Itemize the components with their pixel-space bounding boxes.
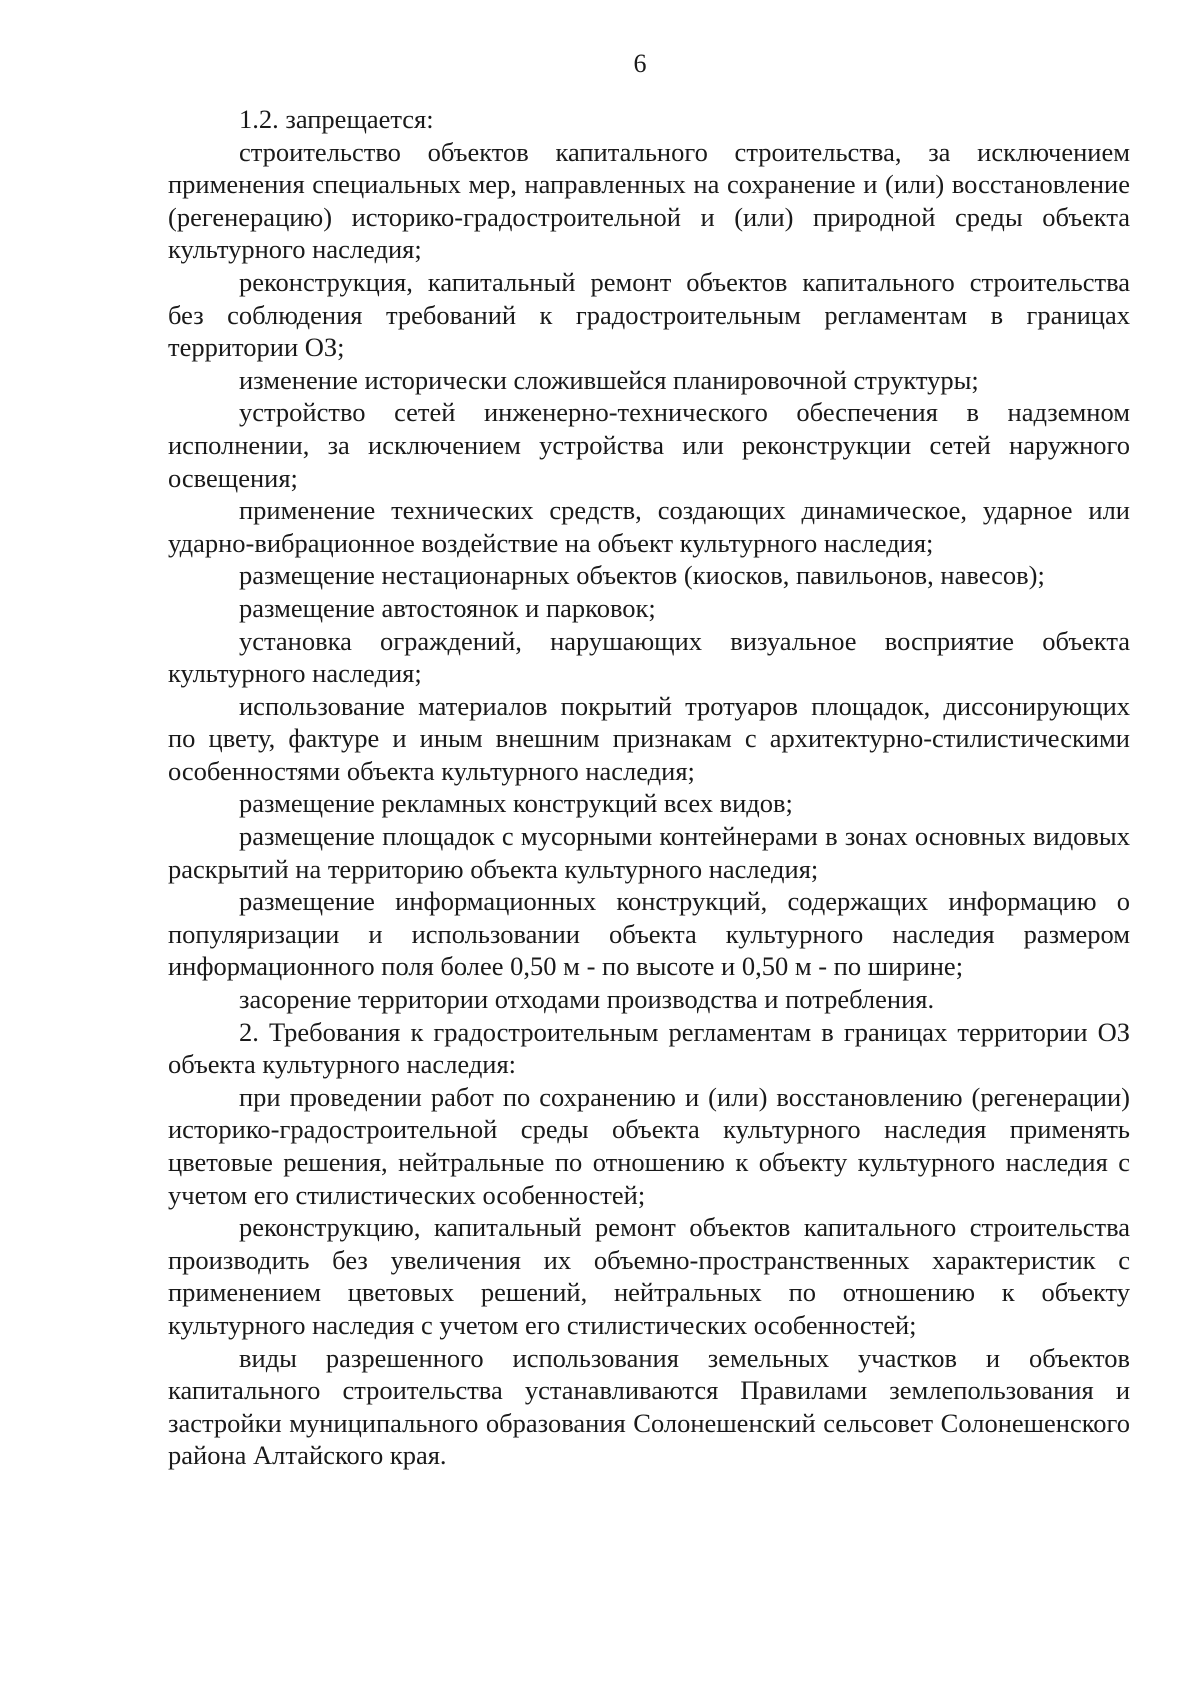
paragraph: реконструкцию, капитальный ремонт объектов капитального строительства производить без увеличения их объемно-пространственных характеристик с применением цветовых решений, нейтральных по отношению к объекту культурного наследия с учетом его стилистических особенностей;: [168, 1212, 1130, 1340]
paragraph: размещение нестационарных объектов (киосков, павильонов, навесов);: [239, 560, 1045, 591]
paragraph: при проведении работ по сохранению и (или) восстановлению (регенерации) историко-градостроительной среды объекта культурного наследия применять цветовые решения, нейтральные по отношению к объекту культурного наследия с учетом его стилистических особенностей;: [168, 1081, 1130, 1210]
paragraph: строительство объектов капитального строительства, за исключением применения специальных мер, направленных на сохранение и (или) восстановление (регенерацию) историко-градостроительной и (или) природной среды объекта культурного наследия;: [168, 136, 1130, 265]
paragraph: устройство сетей инженерно-технического обеспечения в надземном исполнении, за исключением устройства или реконструкции сетей наружного освещения;: [168, 397, 1130, 493]
paragraph: использование материалов покрытий тротуаров площадок, диссонирующих по цвету, фактуре и иным внешним признакам с архитектурно-стилистическими особенностями объекта культурного наследия;: [168, 690, 1130, 786]
section-heading-2: 2. Требования к градостроительным регламентам в границах территории ОЗ объекта культурного наследия:: [168, 1016, 1130, 1080]
paragraph: виды разрешенного использования земельных участков и объектов капитального строительства устанавливаются Правилами землепользования и застройки муниципального образования Солонешенский сельсовет Солонешенского района Алтайского края.: [168, 1342, 1130, 1471]
paragraph: размещение площадок с мусорными контейнерами в зонах основных видовых раскрытий на территорию объекта культурного наследия;: [168, 821, 1130, 884]
paragraph: размещение рекламных конструкций всех видов;: [239, 788, 793, 819]
paragraph: размещение информационных конструкций, содержащих информацию о популяризации и использовании объекта культурного наследия размером информационного поля более 0,50 м - по высоте и 0,50 м - по ширине;: [168, 886, 1130, 982]
paragraph: изменение исторически сложившейся планировочной структуры;: [239, 364, 979, 395]
paragraph: засорение территории отходами производства и потребления.: [239, 984, 935, 1015]
paragraph: реконструкция, капитальный ремонт объектов капитального строительства без соблюдения требований к градостроительным регламентам в границах территории ОЗ;: [168, 266, 1130, 363]
paragraph: размещение автостоянок и парковок;: [239, 592, 656, 623]
page-number: 6: [633, 49, 647, 78]
document-body: [168, 103, 1130, 1472]
paragraph: установка ограждений, нарушающих визуальное восприятие объекта культурного наследия;: [168, 625, 1130, 689]
section-heading-1-2: 1.2. запрещается:: [239, 104, 434, 134]
paragraph: применение технических средств, создающих динамическое, ударное или ударно-вибрационное воздействие на объект культурного наследия;: [168, 495, 1130, 558]
